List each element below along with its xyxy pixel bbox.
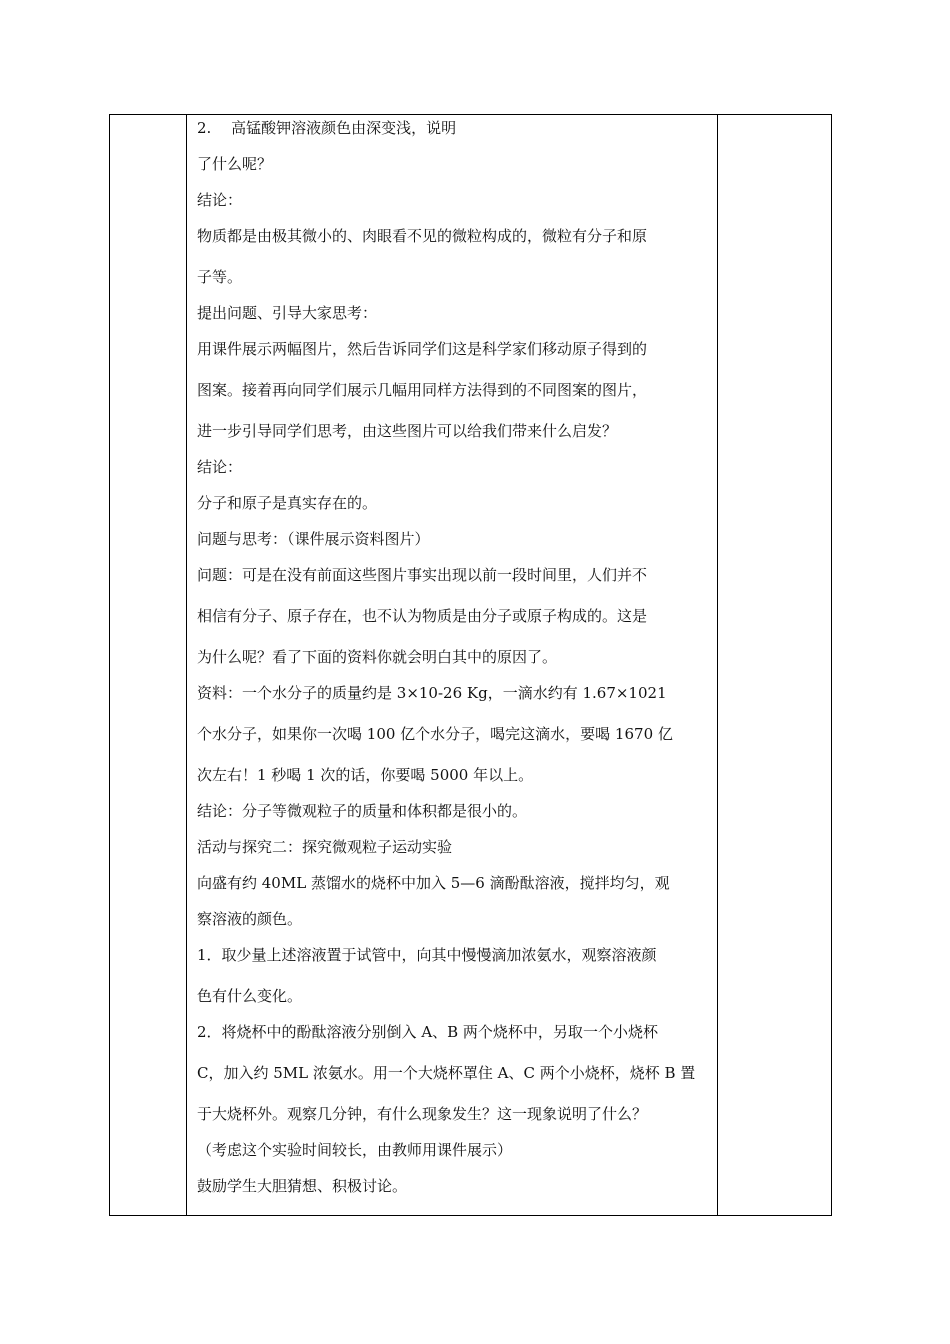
lesson-table [109,114,832,1216]
left-column-cell [110,115,187,1216]
text-line: 于大烧杯外。观察几分钟，有什么现象发生？这一现象说明了什么？ [197,1105,648,1123]
text-line: 活动与探究二：探究微观粒子运动实验 [197,838,453,856]
text-line: 资料：一个水分子的质量约是 3×10-26 Kg，一滴水约有 1.67×1021 [197,684,667,702]
text-line: 结论： [197,458,243,476]
lesson-content [187,115,717,1196]
text-line: 提出问题、引导大家思考： [197,304,378,322]
right-column-cell [718,115,832,1216]
text-line: 1．取少量上述溶液置于试管中，向其中慢慢滴加浓氨水，观察溶液颜 [197,946,657,964]
text-line: 进一步引导同学们思考，由这些图片可以给我们带来什么启发？ [197,422,618,440]
text-line: 个水分子，如果你一次喝 100 亿个水分子，喝完这滴水，要喝 1670 亿 [197,725,673,743]
text-line: 2．将烧杯中的酚酞溶液分别倒入 A、B 两个烧杯中，另取一个小烧杯 [197,1023,658,1041]
text-line: 物质都是由极其微小的、肉眼看不见的微粒构成的，微粒有分子和原 [197,227,648,245]
text-line: 图案。接着再向同学们展示几幅用同样方法得到的不同图案的图片， [197,381,648,399]
text-line: 2. 高锰酸钾溶液颜色由深变浅，说明 [197,119,457,137]
text-line: 向盛有约 40ML 蒸馏水的烧杯中加入 5—6 滴酚酞溶液，搅拌均匀，观 [197,874,670,892]
text-line: 次左右！1 秒喝 1 次的话，你要喝 5000 年以上。 [197,766,534,784]
text-line: 分子和原子是真实存在的。 [197,494,378,512]
text-line: 结论： [197,191,243,209]
text-line: 为什么呢？看了下面的资料你就会明白其中的原因了。 [197,648,558,666]
text-line: 相信有分子、原子存在，也不认为物质是由分子或原子构成的。这是 [197,607,648,625]
text-line: 结论：分子等微观粒子的质量和体积都是很小的。 [197,802,528,820]
content-cell [187,115,718,1216]
text-line: 色有什么变化。 [197,987,303,1005]
text-line: （考虑这个实验时间较长，由教师用课件展示） [197,1141,513,1159]
text-line: 鼓励学生大胆猜想、积极讨论。 [197,1177,408,1195]
text-line: 察溶液的颜色。 [197,910,303,928]
text-line: 子等。 [197,268,243,286]
text-line: 了什么呢？ [197,155,273,173]
text-line: C，加入约 5ML 浓氨水。用一个大烧杯罩住 A、C 两个小烧杯，烧杯 B 置 [197,1064,696,1082]
text-line: 问题与思考：（课件展示资料图片） [197,530,430,548]
table-row [110,115,832,1216]
text-line: 问题：可是在没有前面这些图片事实出现以前一段时间里，人们并不 [197,566,648,584]
text-line: 用课件展示两幅图片，然后告诉同学们这是科学家们移动原子得到的 [197,340,648,358]
